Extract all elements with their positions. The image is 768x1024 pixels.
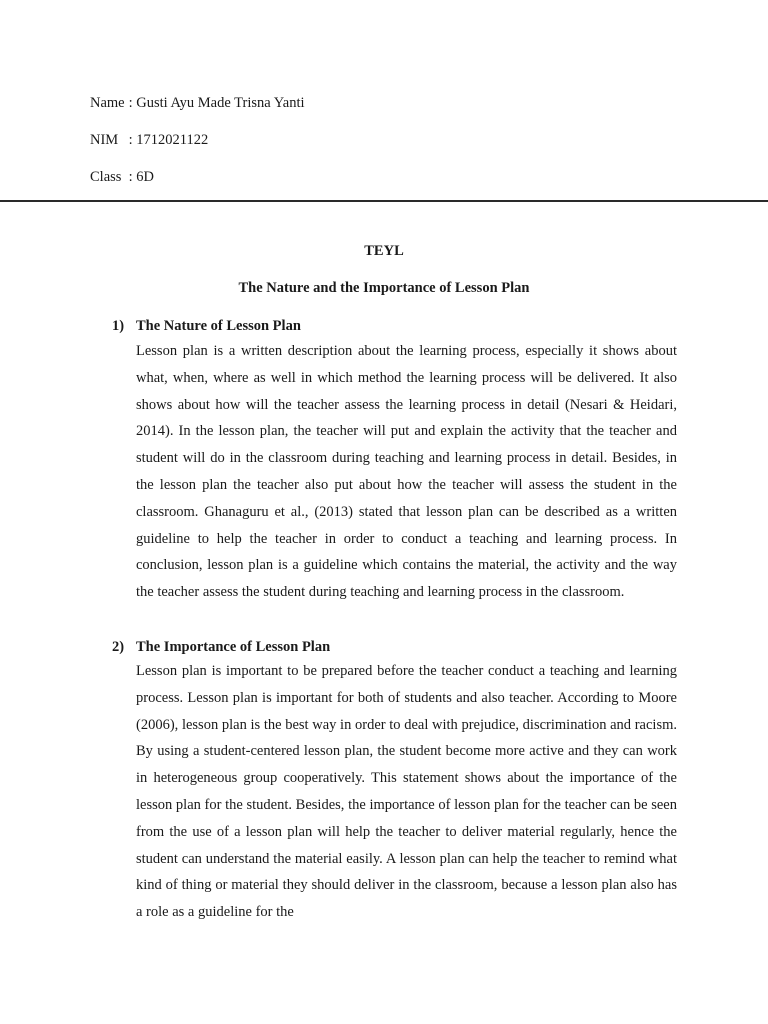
document-title: TEYL (364, 243, 404, 259)
class-row (90, 168, 154, 186)
section-1-number: 1) (112, 318, 125, 334)
class-label: Class (90, 169, 122, 185)
section-1-title: The Nature of Lesson Plan (136, 318, 301, 334)
name-label: Name (90, 95, 125, 111)
header-divider (0, 200, 768, 202)
section-2-title: The Importance of Lesson Plan (136, 639, 331, 655)
name-row (90, 94, 305, 112)
section-2-number: 2) (112, 639, 125, 655)
section-1-heading (112, 317, 301, 335)
document-subtitle: The Nature and the Importance of Lesson Plan (238, 280, 530, 296)
nim-row (90, 131, 208, 149)
nim-label: NIM (90, 132, 119, 148)
section-1-paragraph: Lesson plan is a written description about the learning process, especially it shows about what, when, where as well in which method the learning process will be delivered. It also shows about how will the teacher assess the learning process in detail (Nesari & Heidari, 2014). In the lesson plan, the teacher will put and explain the activity that the teacher and student will do in the classroom during teaching and learning process in detail. Besides, in the lesson plan the teacher also put about how the teacher will assess the student in the classroom. Ghanaguru et al., (2013) stated that lesson plan can be described as a written guideline to help the teacher in order to conduct a teaching and learning process. In conclusion, lesson plan is a guideline which contains the material, the activity and the way the teacher assess the student during teaching and learning process in the classroom. (136, 343, 677, 601)
nim-value: : 1712021122 (128, 132, 209, 148)
section-2-heading (112, 638, 330, 656)
name-value: : Gusti Ayu Made Trisna Yanti (128, 95, 305, 111)
section-2-paragraph: Lesson plan is important to be prepared before the teacher conduct a teaching and learning process. Lesson plan is important for both of students and also teacher. According to Moore (2006), lesson plan is the best way in order to deal with prejudice, discrimination and racism. By using a student-centered lesson plan, the student become more active and they can work in heterogeneous group cooperatively. This statement shows about the importance of the lesson plan for the student. Besides, the importance of lesson plan for the teacher can be seen from the use of a lesson plan will help the teacher to deliver material regularly, hence the student can understand the material easily. A lesson plan can help the teacher to remind what kind of thing or material they should deliver in the classroom, because a lesson plan also has a role as a guideline for the (136, 663, 677, 921)
class-value: : 6D (128, 169, 154, 185)
